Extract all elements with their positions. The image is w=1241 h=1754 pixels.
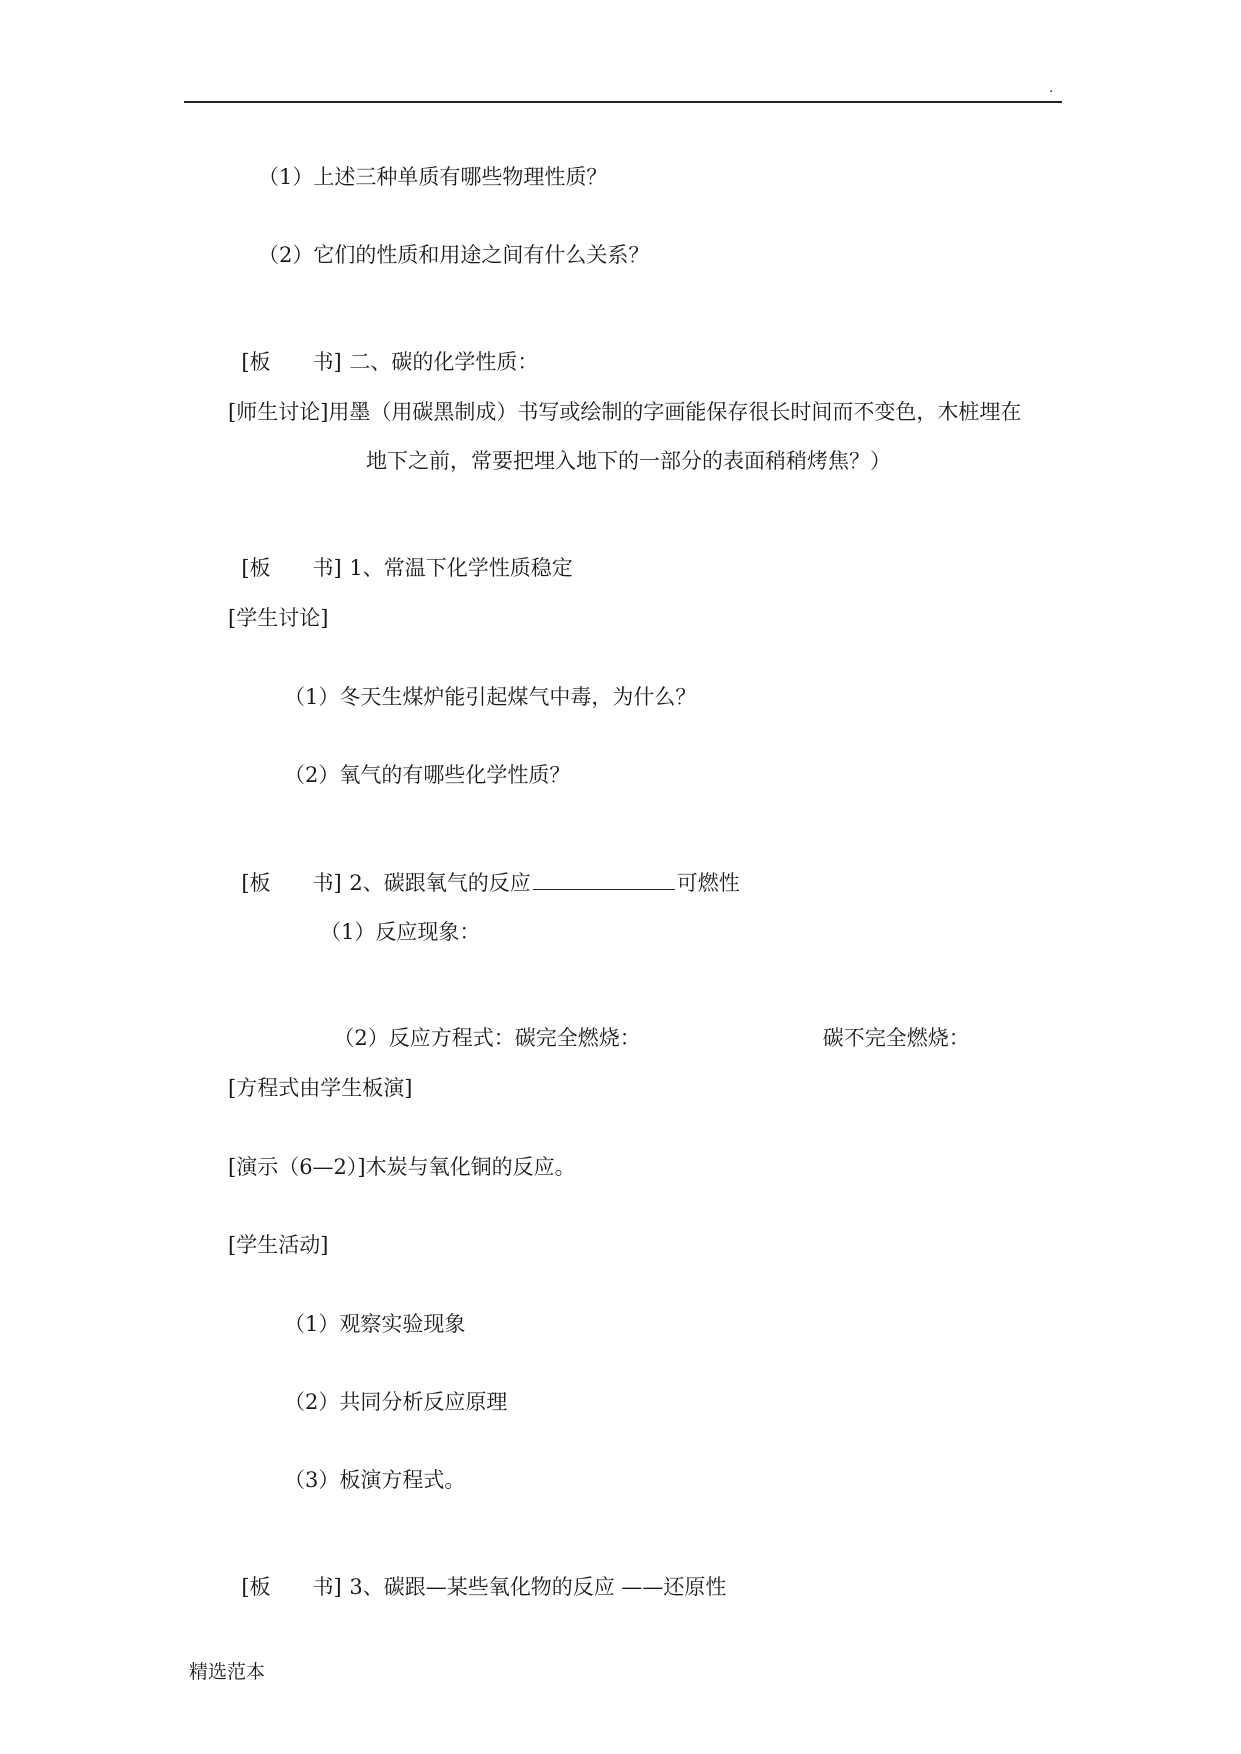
board-note-carbon-oxygen [228, 839, 740, 897]
question-property-use-relation: （2）它们的性质和用途之间有什么关系？ [258, 243, 650, 267]
board-tag: [板 书] [241, 1575, 342, 1599]
fill-in-blank [533, 867, 675, 890]
board-text: 二、碳的化学性质： [349, 350, 539, 374]
header-rule [184, 101, 1062, 103]
complete-combustion-label: （2）反应方程式：碳完全燃烧： [333, 1026, 641, 1050]
demonstration-note: [演示（6—2）]木炭与氧化铜的反应。 [228, 1155, 576, 1179]
board-tag: [板 书] [241, 871, 342, 895]
board-note-reduction [228, 1545, 726, 1601]
student-discussion-heading: [学生讨论] [228, 606, 329, 630]
question-coal-stove: （1）冬天生煤炉能引起煤气中毒，为什么？ [284, 685, 697, 709]
question-oxygen-properties: （2）氧气的有哪些化学性质？ [284, 763, 571, 787]
board-text: 2、碳跟氧气的反应 [349, 871, 531, 895]
equation-by-students: [方程式由学生板演] [228, 1076, 413, 1100]
reaction-equation [320, 996, 970, 1052]
question-physical-properties: （1）上述三种单质有哪些物理性质？ [258, 165, 608, 189]
activity-observe: （1）观察实验现象 [284, 1312, 466, 1336]
board-note-chemical-properties [228, 320, 538, 376]
incomplete-combustion-label: 碳不完全燃烧： [822, 1026, 970, 1050]
board-text: 1、常温下化学性质稳定 [349, 556, 573, 580]
reaction-phenomenon: （1）反应现象： [320, 920, 481, 944]
teacher-student-discussion-line-1: [师生讨论]用墨（用碳黑制成）书写或绘制的字画能保存很长时间而不变色，木桩埋在 [228, 400, 1022, 424]
student-activity-heading: [学生活动] [228, 1233, 329, 1257]
board-tag: [板 书] [241, 556, 342, 580]
board-note-stable [228, 526, 573, 582]
footer-label: 精选范本 [189, 1661, 266, 1683]
board-text-suffix: 可燃性 [676, 871, 740, 895]
activity-analyze: （2）共同分析反应原理 [284, 1390, 508, 1414]
board-text: 3、碳跟—某些氧化物的反应 ——还原性 [349, 1575, 727, 1599]
teacher-student-discussion-line-2: 地下之前，常要把埋入地下的一部分的表面稍稍烤焦？） [366, 449, 891, 473]
board-tag: [板 书] [241, 350, 342, 374]
header-mark: . [1049, 80, 1054, 96]
activity-board-equation: （3）板演方程式。 [284, 1468, 466, 1492]
